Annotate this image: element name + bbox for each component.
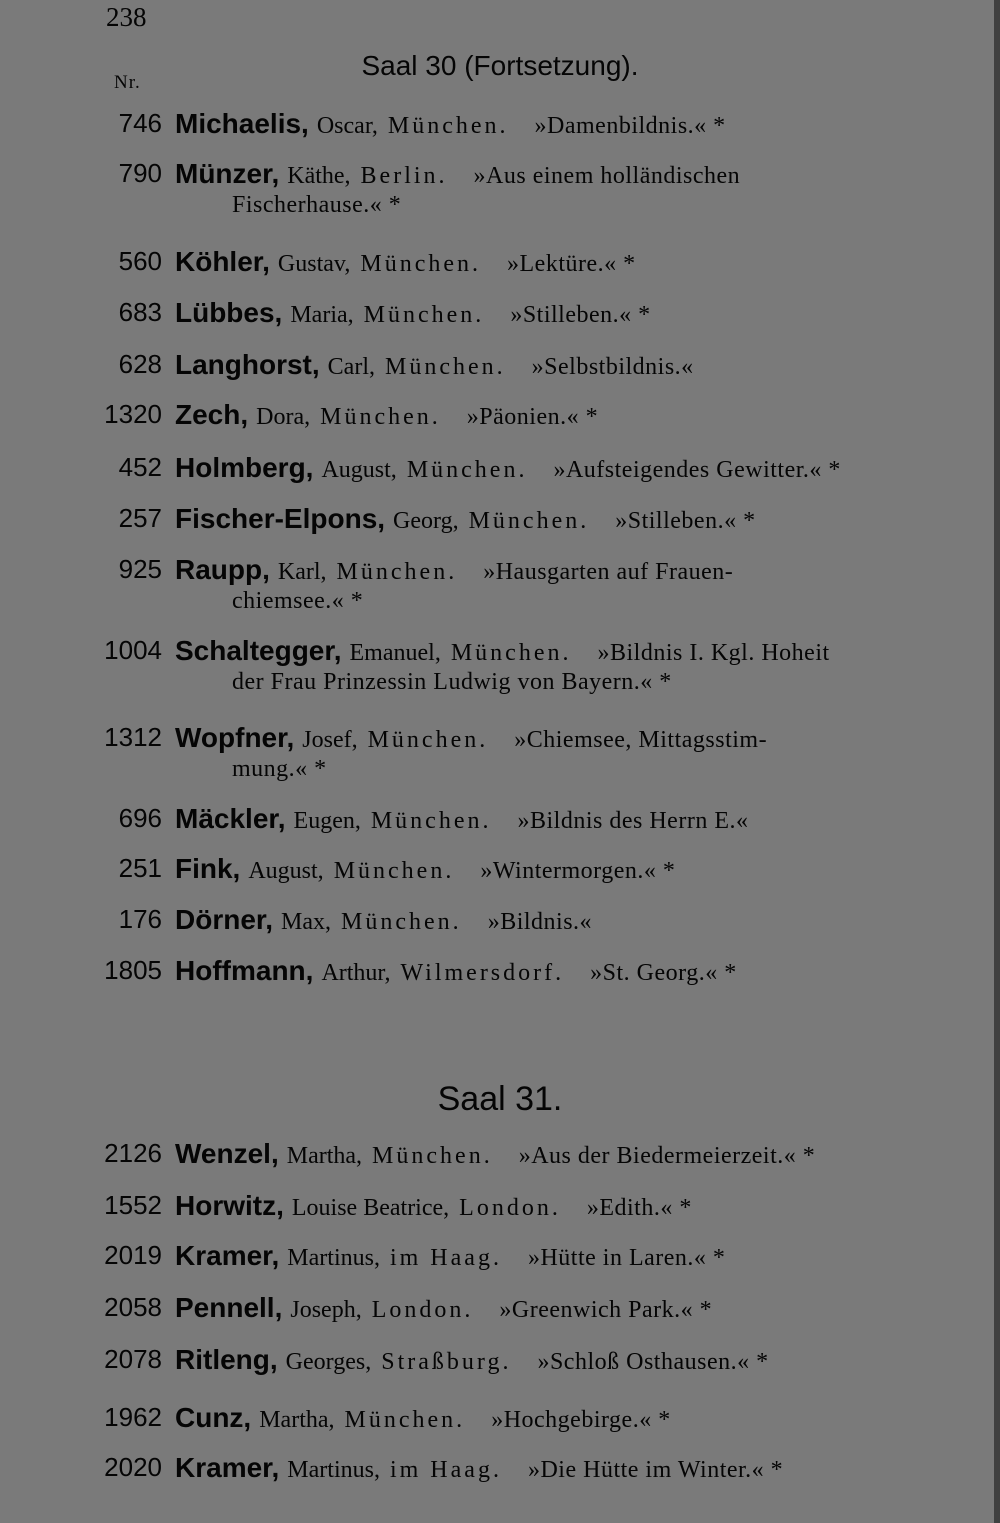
entry-line — [175, 722, 767, 754]
entry-line — [175, 1190, 692, 1222]
artist-surname: Fischer-Elpons, — [175, 503, 386, 534]
artwork-title: »Die Hütte im Winter.« * — [527, 1457, 784, 1483]
artist-surname: Kramer, — [175, 1452, 280, 1483]
entry-number: 251 — [118, 853, 162, 883]
entry-line — [175, 955, 737, 987]
artwork-title: »St. Georg.« * — [590, 960, 737, 986]
entry-number: 1004 — [104, 635, 162, 665]
artist-firstname: Joseph, — [290, 1297, 362, 1323]
artist-city: München. — [320, 404, 441, 430]
entry-number: 746 — [118, 108, 162, 138]
artist-city: London. — [371, 1297, 474, 1323]
artwork-title: »Aus der Biedermeierzeit.« * — [518, 1143, 816, 1169]
artist-city: München. — [333, 858, 455, 884]
artwork-title: »Aus einem holländischen — [473, 163, 741, 189]
artist-firstname: Oscar, — [316, 113, 378, 139]
entry-line — [175, 554, 733, 586]
entry-number: 176 — [118, 904, 162, 934]
artwork-title: »Stilleben.« * — [615, 508, 756, 534]
entry-number: 2019 — [104, 1240, 162, 1270]
artist-surname: Lübbes, — [175, 297, 283, 328]
artist-city: im Haag. — [389, 1457, 502, 1483]
entry-number: 257 — [118, 503, 162, 533]
artist-surname: Hoffmann, — [175, 955, 314, 986]
artist-firstname: Martha, — [286, 1143, 363, 1169]
artist-city: München. — [367, 727, 489, 753]
entry-continuation: mung.« * — [232, 756, 327, 782]
artist-surname: Kramer, — [175, 1240, 280, 1271]
page-edge-shadow — [994, 0, 1000, 1523]
section-heading-saal-30: Saal 30 (Fortsetzung). — [361, 50, 639, 81]
artwork-title: »Bildnis.« — [487, 909, 593, 935]
artwork-title: »Stilleben.« * — [510, 302, 651, 328]
artwork-title: »Edith.« * — [586, 1195, 692, 1221]
entry-number: 560 — [118, 246, 162, 276]
artist-firstname: Carl, — [327, 354, 375, 380]
entry-line — [175, 803, 748, 835]
artist-firstname: Martinus, — [287, 1245, 380, 1271]
entry-line — [175, 1344, 769, 1376]
entry-number: 925 — [118, 554, 162, 584]
entry-number: 790 — [118, 158, 162, 188]
artist-firstname: Emanuel, — [349, 640, 441, 666]
entry-number: 1320 — [104, 399, 162, 429]
page-number: 238 — [106, 2, 147, 32]
artwork-title: »Greenwich Park.« * — [499, 1297, 713, 1323]
artist-firstname: Martha, — [259, 1407, 335, 1433]
entry-number: 696 — [118, 803, 162, 833]
entry-line — [175, 108, 726, 140]
entry-continuation: chiemsee.« * — [232, 588, 364, 614]
artist-firstname: Käthe, — [287, 163, 351, 189]
entry-number: 1312 — [104, 722, 162, 752]
artwork-title: »Aufsteigendes Gewitter.« * — [553, 457, 841, 483]
artist-surname: Schaltegger, — [175, 635, 342, 666]
artist-city: München. — [450, 640, 572, 666]
artist-city: München. — [341, 909, 462, 935]
artist-city: München. — [344, 1407, 466, 1433]
entry-line — [175, 246, 636, 278]
artist-city: München. — [363, 302, 485, 328]
artist-city: Wilmersdorf. — [400, 960, 565, 986]
artist-firstname: August, — [321, 457, 397, 483]
artist-firstname: Josef, — [302, 727, 358, 753]
artwork-title: »Wintermorgen.« * — [480, 858, 676, 884]
artist-city: München. — [406, 457, 528, 483]
artist-firstname: Louise Beatrice, — [291, 1195, 450, 1221]
artwork-title: »Bildnis I. Kgl. Hoheit — [597, 640, 830, 666]
artist-surname: Ritleng, — [175, 1344, 278, 1375]
artist-surname: Mäckler, — [175, 803, 286, 834]
artist-surname: Raupp, — [175, 554, 270, 585]
artist-firstname: August, — [248, 858, 324, 884]
artist-surname: Michaelis, — [175, 108, 309, 139]
artist-surname: Cunz, — [175, 1402, 252, 1433]
entry-line — [175, 1138, 815, 1170]
entry-line — [175, 349, 694, 381]
entry-number: 628 — [118, 349, 162, 379]
entry-number: 2020 — [104, 1452, 162, 1482]
entry-number: 452 — [118, 452, 162, 482]
entry-number: 2126 — [104, 1138, 162, 1168]
entry-line — [175, 1452, 783, 1484]
entry-line — [175, 399, 598, 431]
artist-surname: Holmberg, — [175, 452, 314, 483]
entry-number: 2058 — [104, 1292, 162, 1322]
artist-surname: Horwitz, — [175, 1190, 284, 1221]
entry-line — [175, 1292, 712, 1324]
artist-firstname: Martinus, — [287, 1457, 380, 1483]
artwork-title: »Schloß Osthausen.« * — [537, 1349, 769, 1375]
artist-city: Straßburg. — [381, 1349, 512, 1375]
artist-surname: Köhler, — [175, 246, 270, 277]
artwork-title: »Päonien.« * — [466, 404, 599, 430]
artist-surname: Zech, — [175, 399, 249, 430]
entry-line — [175, 853, 675, 885]
artist-surname: Dörner, — [175, 904, 274, 935]
artwork-title: »Selbstbildnis.« — [531, 354, 694, 380]
artwork-title: »Hausgarten auf Frauen- — [483, 559, 734, 585]
artist-firstname: Max, — [281, 909, 332, 935]
entry-number: 1805 — [104, 955, 162, 985]
section-heading-saal-31: Saal 31. — [437, 1080, 563, 1118]
artist-city: Berlin. — [360, 163, 448, 189]
entry-number: 683 — [118, 297, 162, 327]
artist-surname: Langhorst, — [175, 349, 320, 380]
artist-city: München. — [370, 808, 492, 834]
artwork-title: »Chiemsee, Mittagsstim- — [514, 727, 768, 753]
entry-line — [175, 297, 651, 329]
artist-city: München. — [468, 508, 590, 534]
entry-line — [175, 1240, 725, 1272]
artwork-title: »Bildnis des Herrn E.« — [517, 808, 749, 834]
artist-surname: Wopfner, — [175, 722, 295, 753]
artist-surname: Münzer, — [175, 158, 280, 189]
artist-city: München. — [385, 354, 506, 380]
artist-firstname: Arthur, — [321, 960, 391, 986]
entry-line — [175, 452, 841, 484]
artist-surname: Pennell, — [175, 1292, 283, 1323]
artist-firstname: Eugen, — [293, 808, 361, 834]
entry-number: 1962 — [104, 1402, 162, 1432]
entry-continuation: der Frau Prinzessin Ludwig von Bayern.« * — [232, 669, 672, 695]
artwork-title: »Damenbildnis.« * — [534, 113, 726, 139]
entry-continuation: Fischerhause.« * — [232, 192, 402, 218]
artwork-title: »Hochgebirge.« * — [491, 1407, 671, 1433]
artist-city: München. — [387, 113, 509, 139]
artist-surname: Wenzel, — [175, 1138, 279, 1169]
nr-column-label: Nr. — [114, 72, 141, 93]
entry-number: 1552 — [104, 1190, 162, 1220]
artist-firstname: Maria, — [290, 302, 354, 328]
entry-line — [175, 904, 592, 936]
entry-line — [175, 503, 756, 535]
artist-firstname: Dora, — [256, 404, 311, 430]
artist-city: im Haag. — [389, 1245, 502, 1271]
artwork-title: »Lektüre.« * — [507, 251, 636, 277]
entry-line — [175, 1402, 671, 1434]
artist-firstname: Karl, — [277, 559, 327, 585]
entry-line — [175, 635, 830, 667]
artist-city: München. — [372, 1143, 493, 1169]
artist-city: München. — [360, 251, 482, 277]
artist-firstname: Gustav, — [277, 251, 351, 277]
entry-line — [175, 158, 740, 190]
artist-firstname: Georges, — [285, 1349, 372, 1375]
artist-city: London. — [459, 1195, 561, 1221]
entry-number: 2078 — [104, 1344, 162, 1374]
artist-city: München. — [336, 559, 458, 585]
artist-firstname: Georg, — [393, 508, 459, 534]
artist-surname: Fink, — [175, 853, 241, 884]
artwork-title: »Hütte in Laren.« * — [527, 1245, 726, 1271]
